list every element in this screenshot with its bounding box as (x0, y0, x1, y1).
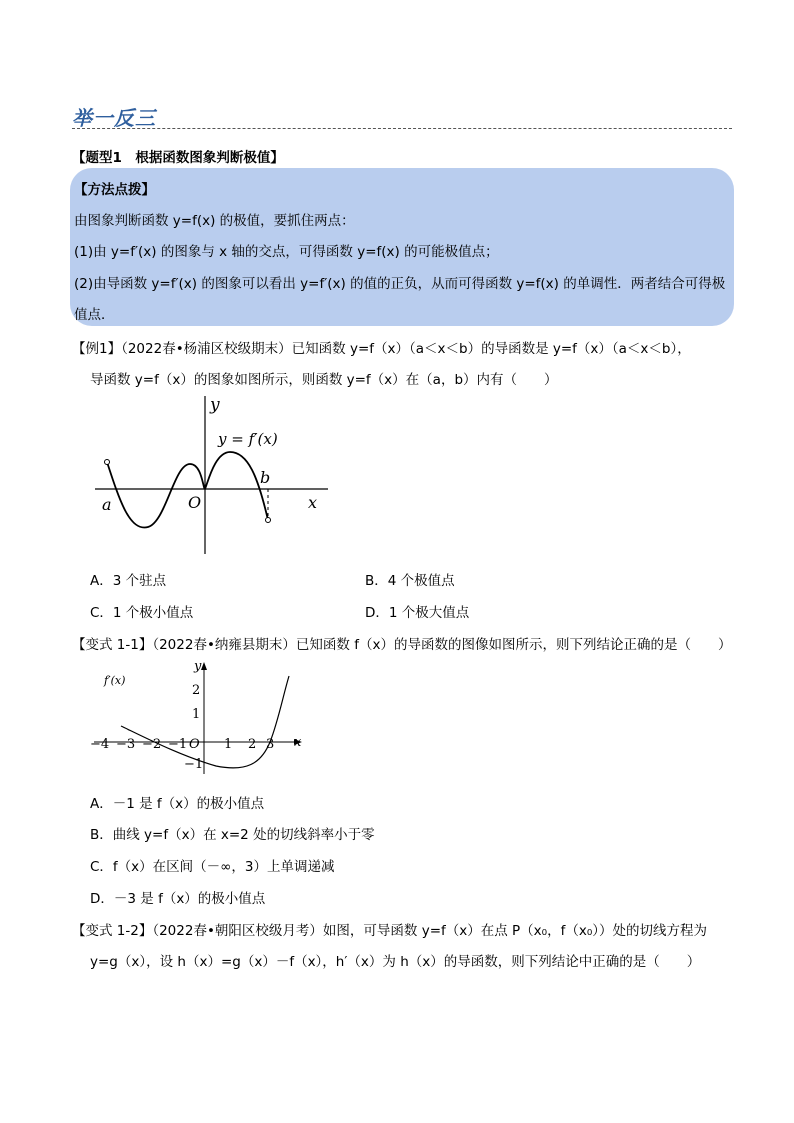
var11-xtick-neg4: −4 (90, 737, 110, 752)
ex1-y-label: y (210, 395, 220, 415)
var11-xtick-3: 3 (266, 737, 275, 752)
ex1-x-label: x (308, 493, 318, 512)
ex1-derivative-curve (107, 452, 271, 528)
ex1-b-label: b (260, 468, 271, 487)
ex1-a-label: a (102, 495, 112, 514)
var12-line-1: 【变式 1-2】（2022春•朝阳区校级月考）如图，可导函数 y=f（x）在点 P（x₀，f（x₀））处的切线方程为 (72, 923, 707, 939)
var11-xtick-neg3: −3 (116, 737, 136, 752)
var11-option-c: C．f（x）在区间（－∞，3）上单调递减 (90, 859, 335, 875)
section-title: 【题型1 根据函数图象判断极值】 (72, 150, 284, 166)
var11-xtick-2: 2 (248, 737, 257, 752)
method-line-1: 由图象判断函数 y=f(x) 的极值，要抓住两点： (74, 213, 355, 229)
var11-line-1: 【变式 1-1】（2022春•纳雍县期末）已知函数 f（x）的导函数的图像如图所示，则下列结论正确的是（ ） (72, 637, 732, 653)
var11-fprime-label: f′(x) (104, 674, 126, 687)
ex1-option-b: B．4 个极值点 (365, 573, 455, 589)
ex1-open-point-a (105, 460, 110, 465)
ex1-option-c: C．1 个极小值点 (90, 605, 194, 621)
var11-y-arrow (201, 662, 207, 670)
var11-y-label: y (194, 659, 202, 674)
method-line-3: (2)由导函数 y=f′(x) 的图象可以看出 y=f′(x) 的值的正负，从而可得函数 y=f(x) 的单调性．两者结合可得极 (74, 276, 726, 292)
var11-ytick-neg1: −1 (184, 757, 204, 772)
ex1-curve-label: y = f′(x) (218, 430, 278, 448)
ex1-derivative-graph (90, 392, 340, 557)
ex1-open-point-b (266, 518, 271, 523)
var11-derivative-graph (86, 656, 311, 776)
var11-ytick-2: 2 (192, 683, 201, 698)
var11-option-a: A．－1 是 f（x）的极小值点 (90, 796, 265, 812)
ex1-option-a: A．3 个驻点 (90, 573, 167, 589)
var11-x-label: x (294, 735, 302, 750)
method-line-4: 值点． (74, 307, 115, 323)
var11-xtick-neg1: −1 (168, 737, 188, 752)
var11-xtick-1: 1 (224, 737, 233, 752)
var11-xtick-neg2: −2 (142, 737, 162, 752)
banner-title: 举一反三 (72, 106, 156, 130)
var11-origin-label: O (189, 737, 200, 752)
ex1-line-2: 导函数 y=f（x）的图象如图所示，则函数 y=f（x）在（a，b）内有（ ） (90, 372, 558, 388)
var11-ytick-1: 1 (192, 707, 201, 722)
var11-derivative-curve (121, 676, 289, 768)
var12-line-2: y=g（x），设 h（x）=g（x）－f（x），h′（x）为 h（x）的导函数，则下列结论中正确的是（ ） (90, 954, 701, 970)
ex1-origin-label: O (188, 493, 202, 512)
var11-option-b: B．曲线 y=f（x）在 x=2 处的切线斜率小于零 (90, 827, 375, 843)
section-banner (72, 100, 732, 132)
method-line-2: (1)由 y=f′(x) 的图象与 x 轴的交点，可得函数 y=f(x) 的可能极值点； (74, 244, 499, 260)
ex1-line-1: 【例1】（2022春•杨浦区校级期末）已知函数 y=f（x）（a＜x＜b）的导函数是 y=f（x）（a＜x＜b）， (72, 341, 691, 357)
ex1-option-d: D．1 个极大值点 (365, 605, 470, 621)
var11-option-d: D．－3 是 f（x）的极小值点 (90, 891, 266, 907)
method-label: 【方法点拨】 (74, 182, 155, 198)
banner-divider (72, 128, 732, 129)
